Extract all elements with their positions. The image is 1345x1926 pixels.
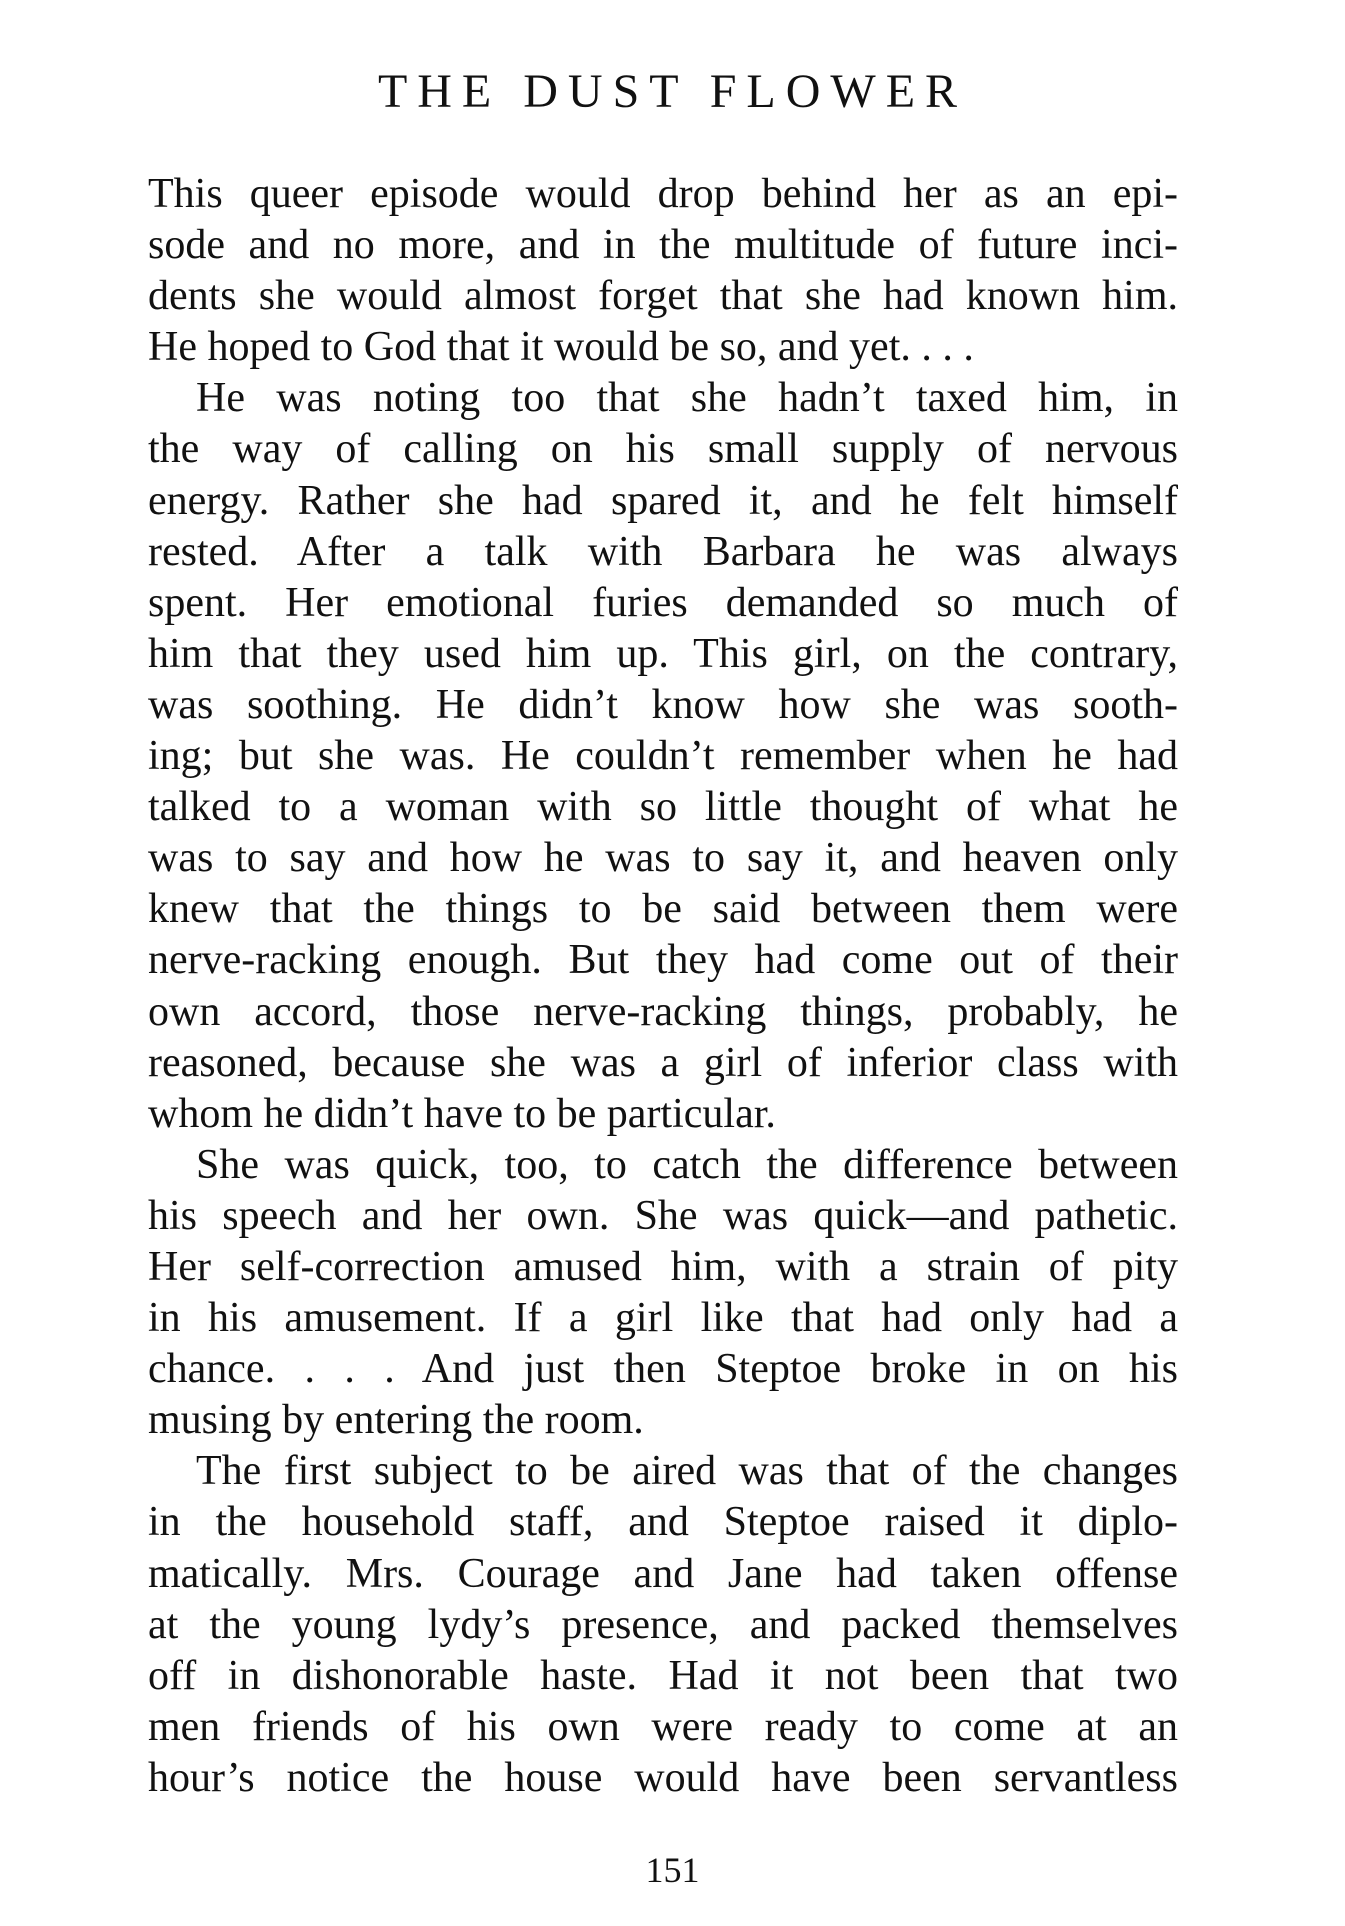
text-line: ing; but she was. He couldn’t remember when he had [148,733,1178,780]
text-line: He hoped to God that it would be so, and yet. . . . [148,324,974,371]
text-line: The first subject to be aired was that of the changes [196,1448,1178,1495]
text-line: at the young lydy’s presence, and packed themselves [148,1601,1178,1648]
text-line: rested. After a talk with Barbara he was always [148,528,1178,575]
text-line: He was noting too that she hadn’t taxed him, in [196,375,1178,422]
text-line: the way of calling on his small supply of nervous [148,426,1178,473]
text-line: chance. . . . And just then Steptoe broke in on his [148,1346,1178,1393]
text-line: was to say and how he was to say it, and heaven only [148,835,1178,882]
text-line: She was quick, too, to catch the difference between [196,1141,1178,1188]
text-line: dents she would almost forget that she had known him. [148,273,1178,320]
text-line: energy. Rather she had spared it, and he felt himself [148,477,1178,524]
text-line: him that they used him up. This girl, on the contrary, [148,630,1178,677]
text-line: off in dishonorable haste. Had it not been that two [148,1652,1178,1699]
text-line: This queer episode would drop behind her as an epi- [148,171,1178,217]
text-line: was soothing. He didn’t know how she was sooth- [148,681,1178,728]
text-line: own accord, those nerve-racking things, probably, he [148,988,1178,1035]
text-line: knew that the things to be said between them were [148,886,1178,933]
text-line: nerve-racking enough. But they had come out of their [148,937,1178,984]
text-line: reasoned, because she was a girl of inferior class with [148,1039,1178,1086]
page-number: 151 [645,1850,700,1890]
text-line: hour’s notice the house would have been servantless [148,1754,1178,1801]
text-line: spent. Her emotional furies demanded so much of [148,579,1178,626]
text-line: musing by entering the room. [148,1397,644,1444]
text-line: whom he didn’t have to be particular. [148,1090,776,1137]
text-line: Her self-correction amused him, with a strain of pity [148,1243,1178,1290]
body-text [148,169,1178,1804]
text-line: in the household staff, and Steptoe raised it diplo- [148,1499,1178,1546]
text-line: sode and no more, and in the multitude of future inci- [148,222,1178,269]
text-line: in his amusement. If a girl like that had only had a [148,1295,1178,1342]
text-line: his speech and her own. She was quick—and pathetic. [148,1192,1178,1239]
text-line: matically. Mrs. Courage and Jane had taken offense [148,1550,1178,1597]
text-line: men friends of his own were ready to come at an [148,1703,1178,1750]
running-head: THE DUST FLOWER [377,65,968,118]
text-line: talked to a woman with so little thought of what he [148,784,1178,831]
